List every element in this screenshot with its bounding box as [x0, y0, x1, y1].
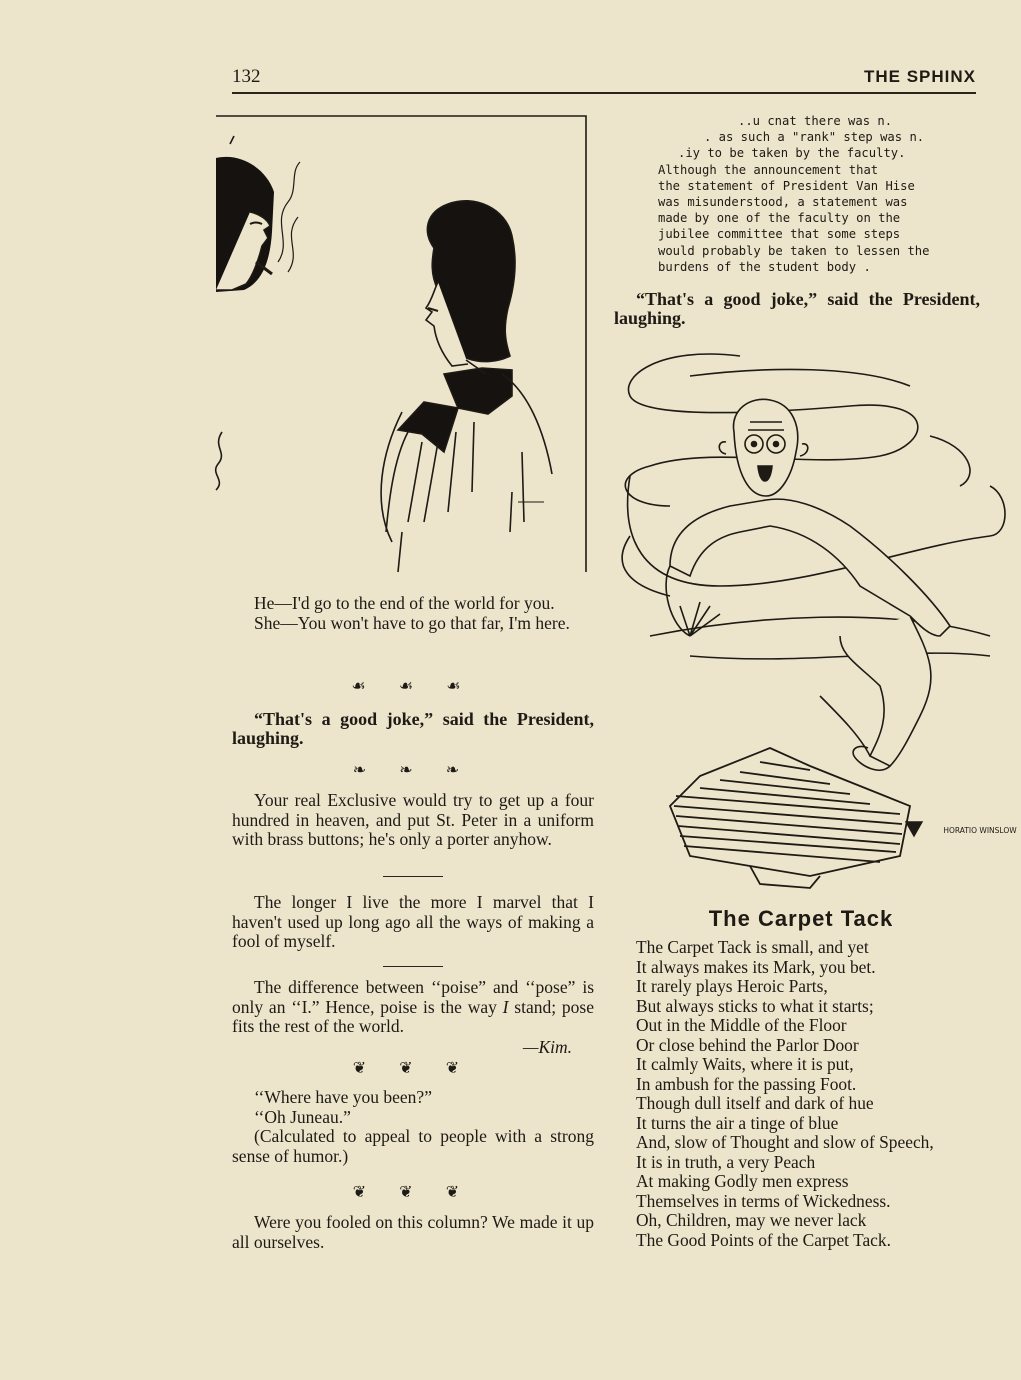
presidents-joke-left: “That's a good joke,” said the President, laughing.: [232, 709, 594, 748]
juneau-joke: [232, 1088, 594, 1166]
joke-she-line: She—You won't have to go that far, I'm here.: [254, 612, 570, 633]
poem-line: And, slow of Thought and slow of Speech,: [636, 1132, 934, 1152]
joke-he-she: [232, 594, 594, 633]
illustration-carpet-tack: [610, 336, 1020, 896]
poem-line: The Carpet Tack is small, and yet: [636, 937, 869, 957]
clipping-line: would probably be taken to lessen the: [658, 243, 930, 258]
newspaper-clipping: [658, 113, 932, 275]
clipping-line: made by one of the faculty on the: [658, 211, 901, 226]
poem-line: It always makes its Mark, you bet.: [636, 956, 876, 977]
juneau-line: (Calculated to appeal to people with a strong sense of humor.): [232, 1126, 594, 1166]
ornament-divider: ❧ ❧ ❧: [352, 760, 474, 779]
poem-line: Out in the Middle of the Floor: [636, 1015, 847, 1035]
short-rule: [383, 876, 443, 877]
clipping-line: the statement of President Van Hise: [658, 178, 915, 193]
presidents-joke-right: “That's a good joke,” said the President, laughing.: [614, 289, 980, 328]
poise-text-start: The difference between ‘‘poise” and ‘‘pose” is only an ‘‘I.” Hence, poise is the way: [232, 977, 594, 1017]
ornament-divider: ❦ ❦ ❦: [352, 1058, 474, 1077]
running-header: [232, 66, 976, 94]
short-rule: [383, 966, 443, 967]
poem-line: It is in truth, a very Peach: [636, 1151, 816, 1172]
clipping-line: jubilee committee that some steps: [658, 227, 901, 242]
tack-icon: [906, 822, 922, 836]
poise-italic-i: I: [502, 996, 509, 1017]
poem-line: Though dull itself and dark of hue: [636, 1093, 874, 1113]
running-title: THE SPHINX: [863, 67, 976, 86]
clipping-line: ..u cnat there was n.: [738, 114, 893, 128]
poem-line: Or close behind the Parlor Door: [636, 1034, 859, 1055]
clipping-line: . as such a "rank" step was n.: [704, 130, 925, 145]
poise-author: [232, 1038, 572, 1058]
ornament-divider: ☙ ☙ ☙: [351, 676, 475, 695]
frame-line: [216, 116, 586, 572]
ornament-divider: ❦ ❦ ❦: [352, 1182, 474, 1201]
clipping-line: was misunderstood, a statement was: [658, 195, 908, 210]
poem-line: Themselves in terms of Wickedness.: [636, 1190, 891, 1211]
author-kim: —Kim.: [522, 1037, 572, 1057]
poem-line: In ambush for the passing Foot.: [636, 1073, 857, 1094]
clipping-line: Although the announcement that: [658, 162, 879, 177]
marvel-paragraph: The longer I live the more I marvel that I haven't used up long ago all the ways of making a fool of myself.: [232, 892, 594, 951]
poem-line: It rarely plays Heroic Parts,: [636, 976, 828, 996]
poem-line: But always sticks to what it starts;: [636, 995, 874, 1016]
clipping-line: .iy to be taken by the faculty.: [678, 146, 906, 161]
artist-signature: HORATIO WINSLOW: [943, 826, 1017, 835]
poise-text-end: stand; pose fits the rest of the world.: [232, 996, 594, 1036]
poem-line: At making Godly men express: [636, 1171, 849, 1191]
clipping-line: burdens of the student body .: [658, 259, 871, 274]
juneau-line: ‘‘Where have you been?”: [254, 1087, 432, 1107]
poem-line: The Good Points of the Carpet Tack.: [636, 1229, 891, 1250]
poem-line: Oh, Children, may we never lack: [636, 1210, 867, 1230]
standing-woman-figure: [381, 201, 552, 572]
juneau-line: ‘‘Oh Juneau.”: [254, 1106, 351, 1127]
poem-line: It calmly Waits, where it is put,: [636, 1054, 854, 1074]
joke-he-line: He—I'd go to the end of the world for you.: [254, 593, 555, 613]
page-number: 132: [232, 66, 261, 87]
poem-carpet-tack: [636, 938, 996, 1250]
exclusive-paragraph: Your real Exclusive would try to get up a four hundred in heaven, and put St. Peter in a uniform with brass buttons; he's only a porter anyhow.: [232, 790, 594, 849]
fooled-paragraph: Were you fooled on this column? We made it up all ourselves.: [232, 1212, 594, 1252]
poem-line: It turns the air a tinge of blue: [636, 1112, 839, 1133]
illustration-two-women: [212, 112, 588, 574]
smoking-woman-figure: [216, 157, 300, 490]
poem-title: The Carpet Tack: [708, 906, 894, 931]
poise-paragraph: [232, 978, 594, 1037]
startled-man-figure: [666, 399, 950, 770]
